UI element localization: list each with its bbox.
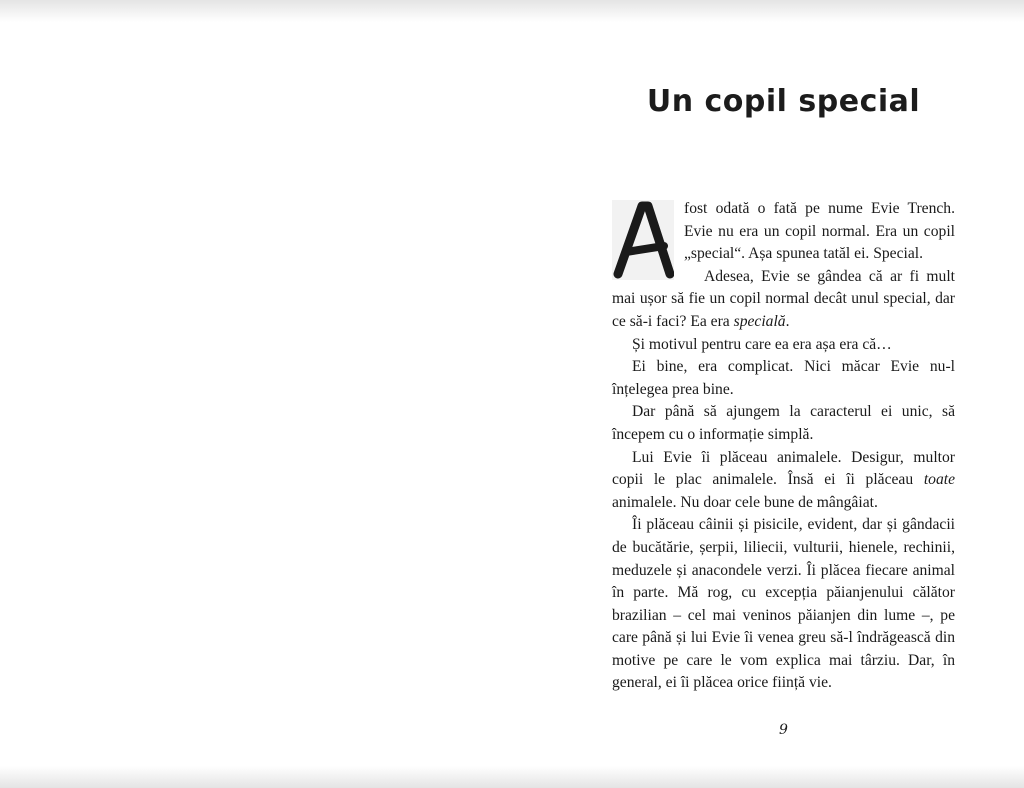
paragraph-2-text: Adesea, Evie se gândea că ar fi mult mai ușor să fie un copil normal decât unul special, dar ce să-i faci? Ea era bbox=[612, 267, 955, 330]
paragraph-7: Îi plăceau câinii și pisicile, evident, dar și gândacii de bucătărie, șerpii, liliecii, vulturii, hienele, rechinii, meduzele și anacondele verzi. Îi plăcea fiecare animal în parte. Mă rog, cu excepția păianjenului călător brazilian – cel mai veninos păianjen din lume –, pe care până și lui Evie îi venea greu să-l îndrăgească din motive pe care le vom explica mai târziu. Dar, în general, ei îi plăcea orice ființă vie. bbox=[612, 516, 955, 692]
paragraph-6-emphasis: toate bbox=[923, 471, 955, 489]
page-number: 9 bbox=[779, 722, 788, 738]
bottom-edge-shadow bbox=[0, 766, 1024, 788]
drop-cap-glyph bbox=[612, 200, 674, 280]
paragraph-3: Și motivul pentru care ea era așa era că… bbox=[632, 335, 892, 353]
paragraph-1-text: fost odată o fată pe nume Evie Trench. Evie nu era un copil normal. Era un copil „special“. Așa spunea tatăl ei. Special. bbox=[684, 200, 955, 263]
paragraph-2-end: . bbox=[785, 312, 790, 330]
paragraph-6-end: animalele. Nu doar cele bune de mângâiat. bbox=[612, 493, 878, 511]
paragraph-2-emphasis: specială bbox=[733, 312, 786, 330]
paragraph-6 bbox=[612, 447, 955, 515]
paragraph-4: Ei bine, era complicat. Nici măcar Evie nu-l înțelegea prea bine. bbox=[612, 358, 955, 398]
paragraph-1 bbox=[612, 198, 955, 266]
chapter-title: Un copil special bbox=[646, 84, 921, 119]
chapter-body bbox=[612, 198, 955, 695]
drop-cap-a bbox=[612, 200, 674, 280]
paragraph-6-text: Lui Evie îi plăceau animalele. Desigur, multor copii le plac animalele. Însă ei îi plăceau bbox=[612, 448, 955, 489]
paragraph-5: Dar până să ajungem la caracterul ei unic, să începem cu o informație simplă. bbox=[612, 403, 955, 443]
top-edge-shadow bbox=[0, 0, 1024, 22]
